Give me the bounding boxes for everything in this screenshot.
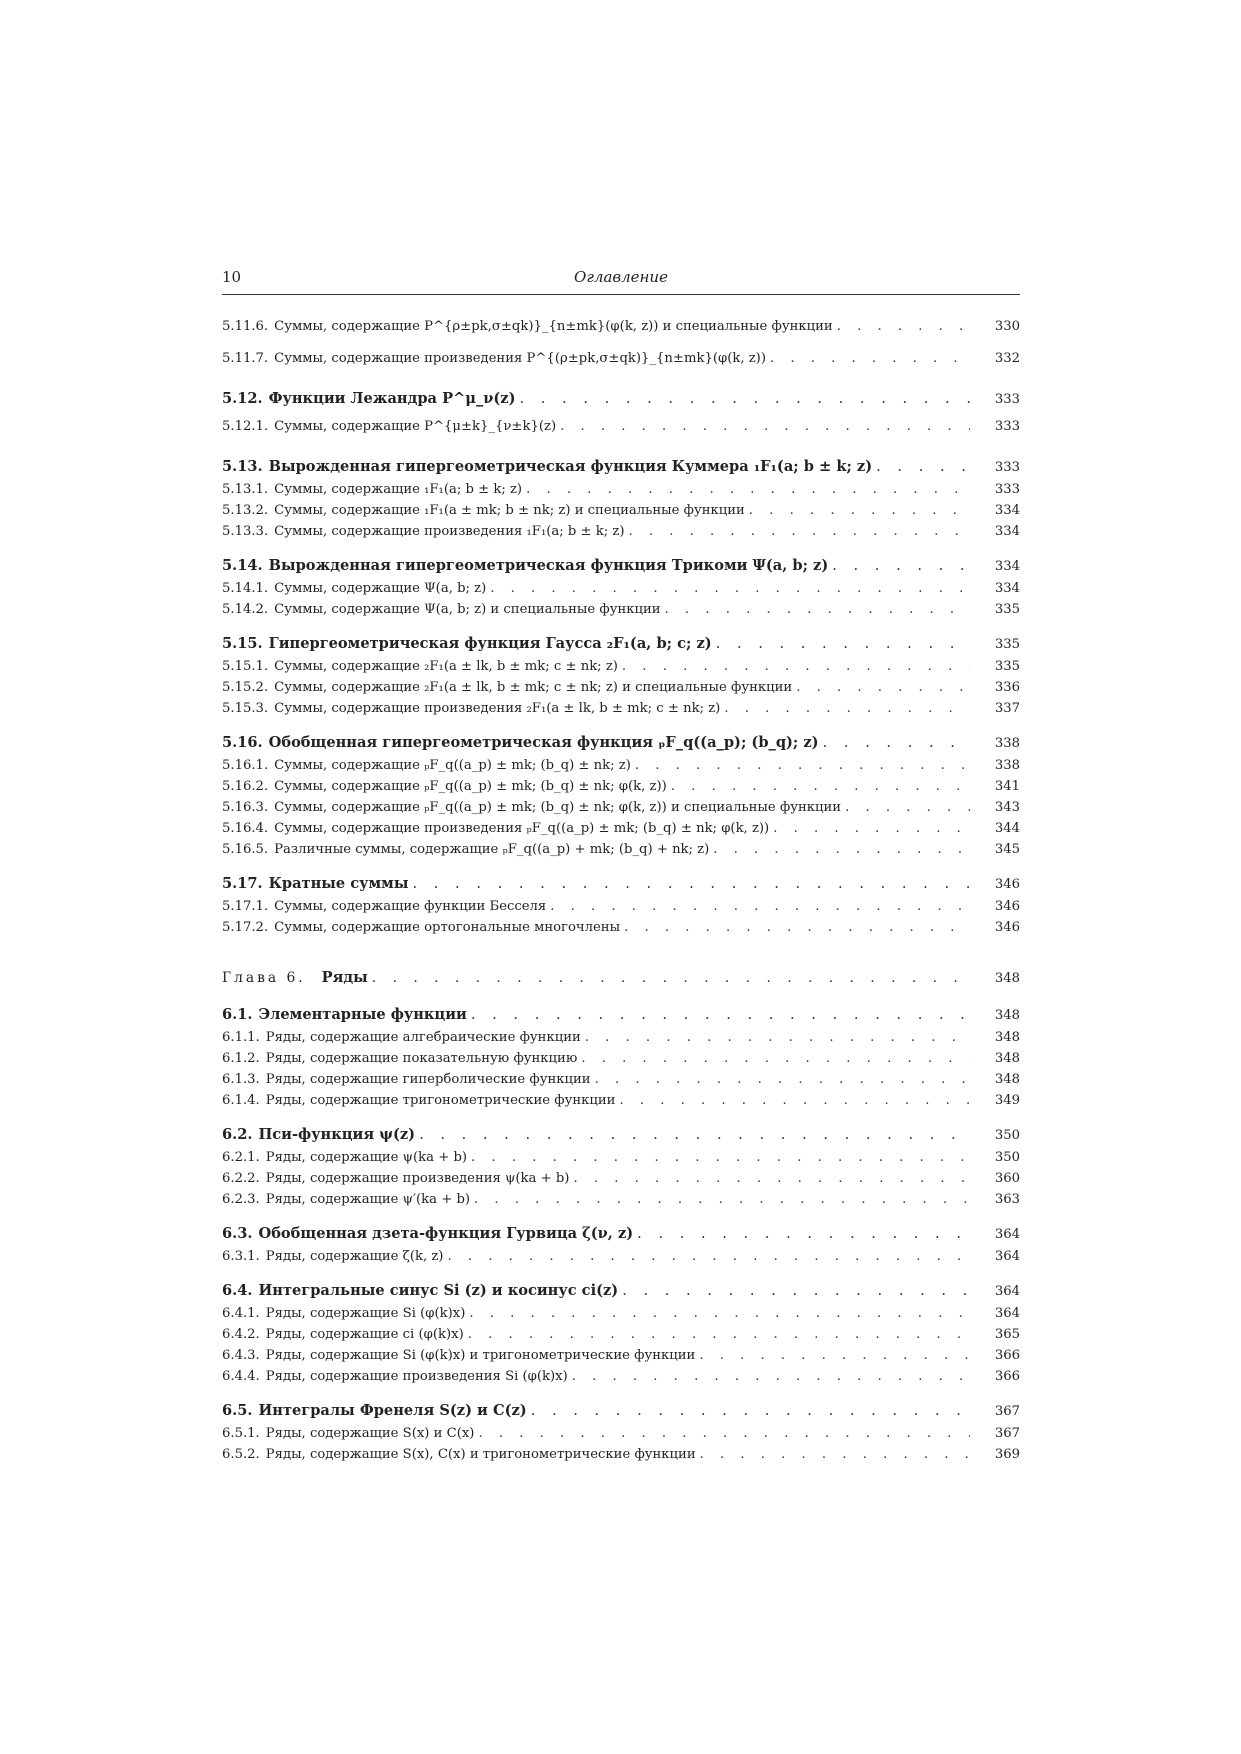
toc-entry-sub[interactable] xyxy=(222,599,1020,620)
toc-entry-title: Ряды, содержащие произведения ψ(ka + b) xyxy=(265,1171,570,1186)
toc-entry-number: 5.16.5. xyxy=(222,842,269,857)
toc-entry-page: 365 xyxy=(994,1327,1020,1342)
toc-entry-sub[interactable] xyxy=(222,917,1020,938)
toc-entry-number: 5.12.1. xyxy=(222,419,269,434)
dot-leader xyxy=(474,1189,970,1210)
dot-leader xyxy=(699,1345,970,1366)
toc-entry-page: 341 xyxy=(994,779,1020,794)
dot-leader xyxy=(876,454,970,479)
toc-entry-page: 345 xyxy=(994,842,1020,857)
toc-entry-number: 5.12. xyxy=(222,390,263,407)
dot-leader xyxy=(550,896,970,917)
toc-entry-number: 5.14. xyxy=(222,557,263,574)
toc-entry-sub[interactable] xyxy=(222,818,1020,839)
toc-entry-page: 364 xyxy=(994,1306,1020,1321)
toc-entry-number: 6.1.2. xyxy=(222,1051,260,1066)
toc-entry-number: 6.4. xyxy=(222,1282,253,1299)
toc-entry-number: 5.13.1. xyxy=(222,482,269,497)
toc-entry-page: 333 xyxy=(994,460,1020,475)
toc-entry-number: 5.14.2. xyxy=(222,602,269,617)
toc-entry-title: Вырожденная гипергеометрическая функция Трикоми Ψ(a, b; z) xyxy=(268,557,829,574)
toc-entry-sub[interactable] xyxy=(222,411,1020,443)
toc-entry-number: 5.13.3. xyxy=(222,524,269,539)
toc-entry-title: Суммы, содержащие ₁F₁(a ± mk; b ± nk; z) и специальные функции xyxy=(274,503,745,518)
toc-entry-title: Суммы, содержащие ₂F₁(a ± lk, b ± mk; c ± nk; z) xyxy=(274,659,618,674)
dot-leader xyxy=(419,1122,970,1147)
toc-entry-page: 367 xyxy=(994,1404,1020,1419)
dot-leader xyxy=(624,917,970,938)
toc-entry-title: Суммы, содержащие ₚF_q((a_p) ± mk; (b_q) ± nk; z) xyxy=(274,758,631,773)
toc-entry-sub[interactable] xyxy=(222,698,1020,719)
toc-entry-title: Суммы, содержащие произведения ₚF_q((a_p) ± mk; (b_q) ± nk; φ(k, z)) xyxy=(274,821,770,836)
toc-entry-section[interactable] xyxy=(222,553,1020,578)
toc-entry-section[interactable] xyxy=(222,454,1020,479)
toc-entry-sub[interactable] xyxy=(222,521,1020,542)
toc-entry-page: 336 xyxy=(994,680,1020,695)
toc-entry-number: 5.13.2. xyxy=(222,503,269,518)
toc-entry-title: Ряды, содержащие Si (φ(k)x) xyxy=(265,1306,466,1321)
toc-entry-number: 6.5.1. xyxy=(222,1426,260,1441)
toc-entry-number: 5.15. xyxy=(222,635,263,652)
toc-entry-section[interactable] xyxy=(222,730,1020,755)
toc-entry-title: Вырожденная гипергеометрическая функция Куммера ₁F₁(a; b ± k; z) xyxy=(268,458,873,475)
dot-leader xyxy=(447,1246,970,1267)
dot-leader xyxy=(526,479,970,500)
toc-entry-sub[interactable] xyxy=(222,1324,1020,1345)
toc-entry-title: Суммы, содержащие Ψ(a, b; z) xyxy=(274,581,487,596)
toc-entry-number: 6.1. xyxy=(222,1006,253,1023)
toc-entry-number: 5.17. xyxy=(222,875,263,892)
toc-entry-page: 348 xyxy=(994,1051,1020,1066)
toc-entry-page: 366 xyxy=(994,1348,1020,1363)
toc-entry-section[interactable] xyxy=(222,1278,1020,1303)
toc-entry-number: 6.5.2. xyxy=(222,1447,260,1462)
toc-entry-sub[interactable] xyxy=(222,479,1020,500)
toc-entry-page: 363 xyxy=(994,1192,1020,1207)
toc-entry-page: 335 xyxy=(994,659,1020,674)
dot-leader xyxy=(770,343,970,375)
toc-entry-page: 344 xyxy=(994,821,1020,836)
dot-leader xyxy=(595,1069,970,1090)
toc-entry-number: 6.4.4. xyxy=(222,1369,260,1384)
toc-entry-number: 5.11.6. xyxy=(222,319,269,334)
toc-entry-title: Ряды, содержащие алгебраические функции xyxy=(265,1030,581,1045)
toc-entry-page: 334 xyxy=(994,524,1020,539)
toc-entry-number: 5.16.2. xyxy=(222,779,269,794)
running-title: Оглавление xyxy=(574,268,668,286)
toc-entry-page: 333 xyxy=(994,392,1020,407)
toc-entry-title: Суммы, содержащие произведения ₂F₁(a ± lk, b ± mk; c ± nk; z) xyxy=(274,701,721,716)
toc-entry-page: 346 xyxy=(994,899,1020,914)
dot-leader xyxy=(573,1168,970,1189)
toc-entry-sub[interactable] xyxy=(222,797,1020,818)
toc-entry-page: 335 xyxy=(994,637,1020,652)
dot-leader xyxy=(671,776,970,797)
toc-entry-section[interactable] xyxy=(222,631,1020,656)
toc-entry-title: Элементарные функции xyxy=(258,1006,467,1023)
toc-entry-title: Ряды, содержащие ζ(k, z) xyxy=(265,1249,444,1264)
toc-entry-number: 5.17.1. xyxy=(222,899,269,914)
toc-entry-title: Интегральные синус Si (z) и косинус ci(z) xyxy=(258,1282,619,1299)
toc-entry-number: 5.16.3. xyxy=(222,800,269,815)
toc-entry-title: Обобщенная дзета-функция Гурвица ζ(ν, z) xyxy=(258,1225,634,1242)
toc-entry-page: 346 xyxy=(994,920,1020,935)
dot-leader xyxy=(628,521,970,542)
toc-entry-page: 350 xyxy=(994,1150,1020,1165)
toc-entry-sub[interactable] xyxy=(222,1345,1020,1366)
toc-entry-page: 333 xyxy=(994,482,1020,497)
toc-entry-number: 5.15.2. xyxy=(222,680,269,695)
toc-entry-title: Ряды xyxy=(321,969,368,986)
toc-entry-page: 333 xyxy=(994,419,1020,434)
toc-entry-number: 6.2.3. xyxy=(222,1192,260,1207)
toc-entry-title: Ряды, содержащие тригонометрические функции xyxy=(265,1093,616,1108)
toc-entry-title: Суммы, содержащие P^{ρ±pk,σ±qk)}_{n±mk}(φ(k, z)) и специальные функции xyxy=(274,319,833,334)
toc-entry-sub[interactable] xyxy=(222,1246,1020,1267)
toc-entry-title: Ряды, содержащие Si (φ(k)x) и тригонометрические функции xyxy=(265,1348,696,1363)
dot-leader xyxy=(581,1048,970,1069)
toc-entry-sub[interactable] xyxy=(222,1444,1020,1465)
running-header xyxy=(222,268,1020,295)
toc-entry-title: Различные суммы, содержащие ₚF_q((a_p) + mk; (b_q) + nk; z) xyxy=(274,842,710,857)
toc-entry-title: Обобщенная гипергеометрическая функция ₚF_q((a_p); (b_q); z) xyxy=(268,734,819,751)
toc-entry-sub[interactable] xyxy=(222,1303,1020,1324)
toc-entry-title: Суммы, содержащие P^{μ±k}_{ν±k}(z) xyxy=(274,419,557,434)
toc-entry-number: 5.13. xyxy=(222,458,263,475)
toc-entry-title: Ряды, содержащие ci (φ(k)x) xyxy=(265,1327,464,1342)
dot-leader xyxy=(413,871,971,896)
toc-entry-section[interactable] xyxy=(222,1122,1020,1147)
toc-entry-sub[interactable] xyxy=(222,1147,1020,1168)
dot-leader xyxy=(560,411,970,443)
toc-entry-title: Ряды, содержащие показательную функцию xyxy=(265,1051,578,1066)
toc-entry-number: 5.16.4. xyxy=(222,821,269,836)
dot-leader xyxy=(837,311,970,343)
toc-entry-section[interactable] xyxy=(222,1221,1020,1246)
toc-entry-number: 6.4.3. xyxy=(222,1348,260,1363)
dot-leader xyxy=(471,1002,970,1027)
dot-leader xyxy=(622,1278,970,1303)
toc-entry-number: 5.14.1. xyxy=(222,581,269,596)
toc-entry-title: Суммы, содержащие произведения ₁F₁(a; b ± k; z) xyxy=(274,524,625,539)
toc-entry-page: 364 xyxy=(994,1284,1020,1299)
toc-entry-section[interactable] xyxy=(222,386,1020,411)
toc-entry-title: Гипергеометрическая функция Гаусса ₂F₁(a, b; c; z) xyxy=(268,635,712,652)
toc-entry-page: 348 xyxy=(994,1072,1020,1087)
toc-entry-number: 5.17.2. xyxy=(222,920,269,935)
dot-leader xyxy=(724,698,970,719)
toc-entry-sub[interactable] xyxy=(222,755,1020,776)
dot-leader xyxy=(372,965,970,992)
toc-entry-title: Суммы, содержащие ₁F₁(a; b ± k; z) xyxy=(274,482,523,497)
dot-leader xyxy=(531,1398,970,1423)
toc-entry-title: Суммы, содержащие ₚF_q((a_p) ± mk; (b_q) ± nk; φ(k, z)) и специальные функции xyxy=(274,800,842,815)
toc-entry-page: 348 xyxy=(994,971,1020,986)
toc-entry-number: 6.4.2. xyxy=(222,1327,260,1342)
toc-entry-sub[interactable] xyxy=(222,1189,1020,1210)
toc-entry-sub[interactable] xyxy=(222,1069,1020,1090)
dot-leader xyxy=(749,500,970,521)
toc-entry-page: 337 xyxy=(994,701,1020,716)
toc-entry-title: Суммы, содержащие произведения P^{(ρ±pk,σ±qk)}_{n±mk}(φ(k, z)) xyxy=(274,351,766,366)
toc-entry-number: 6.1.4. xyxy=(222,1093,260,1108)
toc-entry-title: Суммы, содержащие ₚF_q((a_p) ± mk; (b_q) ± nk; φ(k, z)) xyxy=(274,779,667,794)
table-of-contents xyxy=(222,311,1020,1465)
toc-entry-sub[interactable] xyxy=(222,500,1020,521)
toc-entry-page: 334 xyxy=(994,581,1020,596)
toc-entry-number: 6.1.3. xyxy=(222,1072,260,1087)
toc-entry-page: 350 xyxy=(994,1128,1020,1143)
toc-entry-page: 343 xyxy=(994,800,1020,815)
page-number: 10 xyxy=(222,268,242,286)
dot-leader xyxy=(585,1027,970,1048)
toc-entry-number: 6.2.2. xyxy=(222,1171,260,1186)
toc-entry-number: 5.16.1. xyxy=(222,758,269,773)
toc-entry-sub[interactable] xyxy=(222,578,1020,599)
toc-entry-page: 338 xyxy=(994,758,1020,773)
toc-entry-number: 5.15.1. xyxy=(222,659,269,674)
dot-leader xyxy=(665,599,970,620)
dot-leader xyxy=(490,578,970,599)
toc-entry-title: Ряды, содержащие гиперболические функции xyxy=(265,1072,591,1087)
toc-entry-sub[interactable] xyxy=(222,311,1020,343)
toc-entry-page: 369 xyxy=(994,1447,1020,1462)
toc-entry-number: 6.4.1. xyxy=(222,1306,260,1321)
dot-leader xyxy=(823,730,970,755)
toc-entry-title: Суммы, содержащие функции Бесселя xyxy=(274,899,547,914)
toc-entry-title: Суммы, содержащие ₂F₁(a ± lk, b ± mk; c ± nk; z) и специальные функции xyxy=(274,680,793,695)
toc-entry-page: 364 xyxy=(994,1249,1020,1264)
toc-entry-number: Глава 6. xyxy=(222,970,306,986)
dot-leader xyxy=(619,1090,970,1111)
toc-entry-title: Ряды, содержащие ψ′(ka + b) xyxy=(265,1192,471,1207)
dot-leader xyxy=(572,1366,970,1387)
toc-entry-number: 6.5. xyxy=(222,1402,253,1419)
dot-leader xyxy=(471,1147,970,1168)
dot-leader xyxy=(773,818,970,839)
toc-entry-title: Суммы, содержащие Ψ(a, b; z) и специальные функции xyxy=(274,602,661,617)
toc-entry-page: 367 xyxy=(994,1426,1020,1441)
dot-leader xyxy=(478,1423,970,1444)
toc-entry-title: Ряды, содержащие S(x), C(x) и тригонометрические функции xyxy=(265,1447,696,1462)
dot-leader xyxy=(713,839,970,860)
toc-entry-sub[interactable] xyxy=(222,776,1020,797)
toc-entry-page: 338 xyxy=(994,736,1020,751)
toc-entry-number: 5.16. xyxy=(222,734,263,751)
toc-entry-section[interactable] xyxy=(222,1398,1020,1423)
toc-entry-number: 6.3.1. xyxy=(222,1249,260,1264)
dot-leader xyxy=(637,1221,970,1246)
toc-entry-page: 332 xyxy=(994,351,1020,366)
toc-entry-number: 6.2.1. xyxy=(222,1150,260,1165)
toc-entry-sub[interactable] xyxy=(222,343,1020,375)
toc-page xyxy=(222,268,1020,1465)
toc-entry-page: 349 xyxy=(994,1093,1020,1108)
toc-entry-title: Ряды, содержащие ψ(ka + b) xyxy=(265,1150,468,1165)
toc-entry-section[interactable] xyxy=(222,871,1020,896)
toc-entry-page: 334 xyxy=(994,559,1020,574)
dot-leader xyxy=(832,553,970,578)
toc-entry-page: 330 xyxy=(994,319,1020,334)
toc-entry-sub[interactable] xyxy=(222,1168,1020,1189)
toc-entry-page: 360 xyxy=(994,1171,1020,1186)
toc-entry-page: 364 xyxy=(994,1227,1020,1242)
toc-entry-page: 348 xyxy=(994,1030,1020,1045)
toc-entry-title: Кратные суммы xyxy=(268,875,409,892)
toc-entry-page: 335 xyxy=(994,602,1020,617)
toc-entry-title: Ряды, содержащие S(x) и C(x) xyxy=(265,1426,475,1441)
dot-leader xyxy=(469,1303,970,1324)
toc-entry-sub[interactable] xyxy=(222,839,1020,860)
toc-entry-sub[interactable] xyxy=(222,1423,1020,1444)
toc-entry-chapter[interactable] xyxy=(222,964,1020,991)
dot-leader xyxy=(700,1444,970,1465)
toc-entry-number: 5.11.7. xyxy=(222,351,269,366)
toc-entry-page: 348 xyxy=(994,1008,1020,1023)
toc-entry-page: 346 xyxy=(994,877,1020,892)
toc-entry-title: Функции Лежандра P^μ_ν(z) xyxy=(268,390,516,407)
toc-entry-sub[interactable] xyxy=(222,656,1020,677)
dot-leader xyxy=(519,386,970,411)
toc-entry-sub[interactable] xyxy=(222,677,1020,698)
toc-entry-section[interactable] xyxy=(222,1002,1020,1027)
toc-entry-page: 334 xyxy=(994,503,1020,518)
dot-leader xyxy=(622,656,970,677)
toc-entry-number: 6.1.1. xyxy=(222,1030,260,1045)
toc-entry-title: Суммы, содержащие ортогональные многочлены xyxy=(274,920,621,935)
toc-entry-number: 6.2. xyxy=(222,1126,253,1143)
dot-leader xyxy=(635,755,970,776)
toc-entry-page: 366 xyxy=(994,1369,1020,1384)
toc-entry-number: 6.3. xyxy=(222,1225,253,1242)
toc-entry-number: 5.15.3. xyxy=(222,701,269,716)
dot-leader xyxy=(845,797,970,818)
dot-leader xyxy=(468,1324,970,1345)
toc-entry-title: Ряды, содержащие произведения Si (φ(k)x) xyxy=(265,1369,568,1384)
dot-leader xyxy=(796,677,970,698)
toc-entry-sub[interactable] xyxy=(222,1027,1020,1048)
toc-entry-sub[interactable] xyxy=(222,896,1020,917)
toc-entry-sub[interactable] xyxy=(222,1048,1020,1069)
toc-entry-sub[interactable] xyxy=(222,1090,1020,1111)
dot-leader xyxy=(716,631,970,656)
toc-entry-sub[interactable] xyxy=(222,1366,1020,1387)
toc-entry-title: Пси-функция ψ(z) xyxy=(258,1126,416,1143)
toc-entry-title: Интегралы Френеля S(z) и C(z) xyxy=(258,1402,527,1419)
